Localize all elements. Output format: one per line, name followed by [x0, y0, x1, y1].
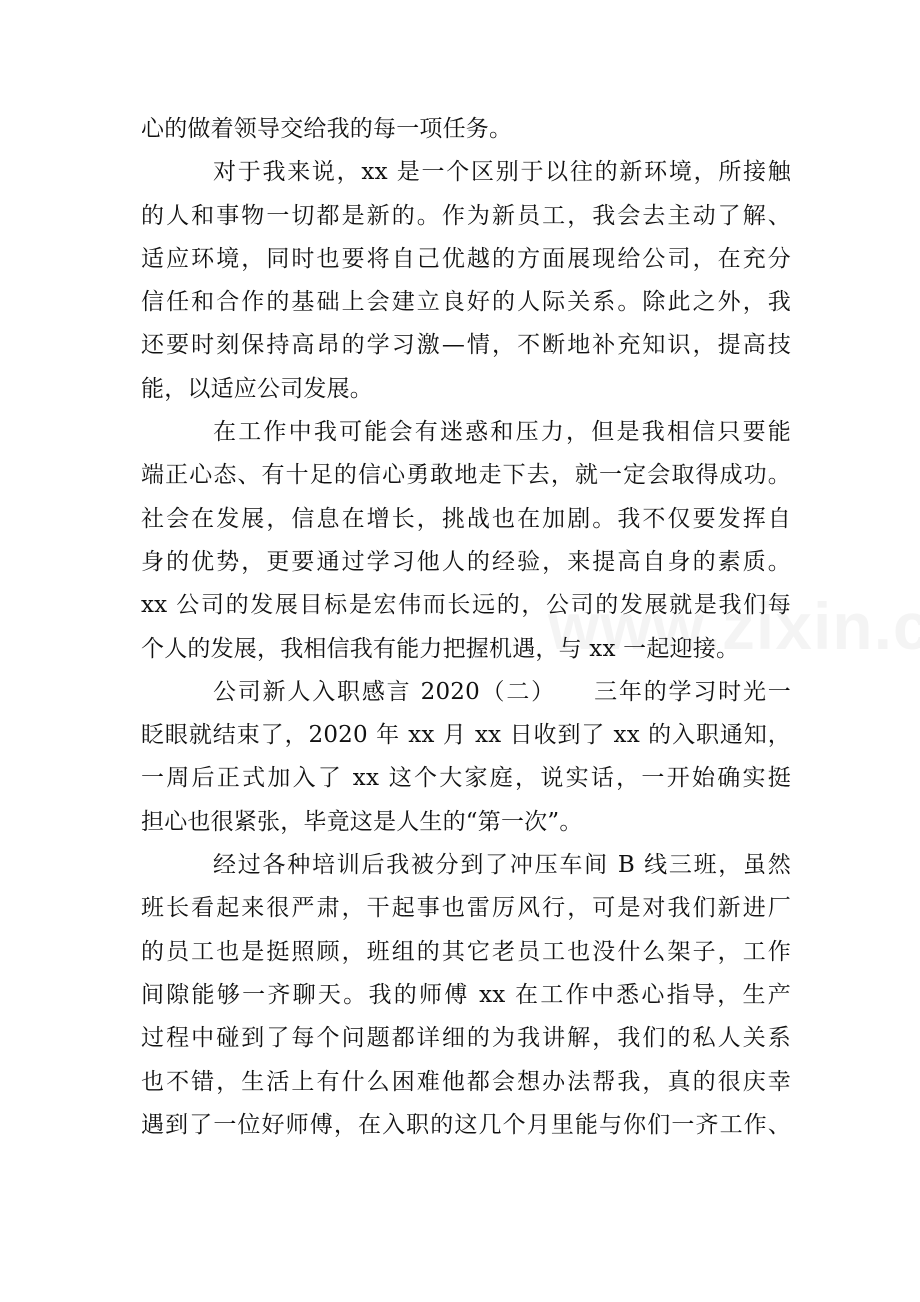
text-line: 也不错，生活上有什么困难他都会想办法帮我，真的很庆幸 [141, 1068, 791, 1095]
text-line: 身的优势，更要通过学习他人的经验，来提高自身的素质。 [141, 548, 791, 575]
body-text [141, 108, 791, 1147]
text-line: 的人和事物一切都是新的。作为新员工，我会去主动了解、 [141, 202, 791, 229]
text-line: 社会在发展，信息在增长，挑战也在加剧。我不仅要发挥自 [141, 505, 791, 532]
text-line: 一周后正式加入了 xx 这个大家庭，说实话，一开始确实挺 [141, 765, 791, 792]
text-line: 个人的发展，我相信我有能力把握机遇，与 xx 一起迎接。 [141, 635, 740, 662]
text-line: 还要时刻保持高昂的学习激—情，不断地补充知识，提高技 [141, 332, 791, 359]
text-line: 在工作中我可能会有迷惑和压力，但是我相信只要能 [213, 419, 791, 446]
text-line: 班长看起来很严肃，干起事也雷厉风行，可是对我们新进厂 [141, 895, 791, 922]
text-line: 端正心态、有十足的信心勇敢地走下去，就一定会取得成功。 [141, 462, 791, 489]
text-line: 信任和合作的基础上会建立良好的人际关系。除此之外，我 [141, 289, 791, 316]
text-line: 心的做着领导交给我的每一项任务。 [141, 116, 513, 142]
text-line: 能，以适应公司发展。 [141, 375, 373, 402]
text-line: 经过各种培训后我被分到了冲压车间 B 线三班，虽然 [213, 852, 791, 879]
text-line: xx 公司的发展目标是宏伟而长远的，公司的发展就是我们每 [141, 592, 791, 619]
text-line: 对于我来说，xx 是一个区别于以往的新环境，所接触 [213, 159, 791, 186]
text-line: 适应环境，同时也要将自己优越的方面展现给公司，在充分 [141, 245, 791, 272]
text-line: 公司新人入职感言 2020（二） 三年的学习时光一 [213, 678, 791, 705]
text-line: 眨眼就结束了，2020 年 xx 月 xx 日收到了 xx 的入职通知， [141, 722, 791, 749]
text-line: 间隙能够一齐聊天。我的师傅 xx 在工作中悉心指导，生产 [141, 981, 791, 1008]
text-line: 的员工也是挺照顾，班组的其它老员工也没什么架子，工作 [141, 938, 791, 965]
text-line: 担心也很紧张，毕竟这是人生的“第一次”。 [141, 808, 583, 835]
text-line: 遇到了一位好师傅，在入职的这几个月里能与你们一齐工作、 [141, 1111, 791, 1138]
text-line: 过程中碰到了每个问题都详细的为我讲解，我们的私人关系 [141, 1025, 791, 1052]
